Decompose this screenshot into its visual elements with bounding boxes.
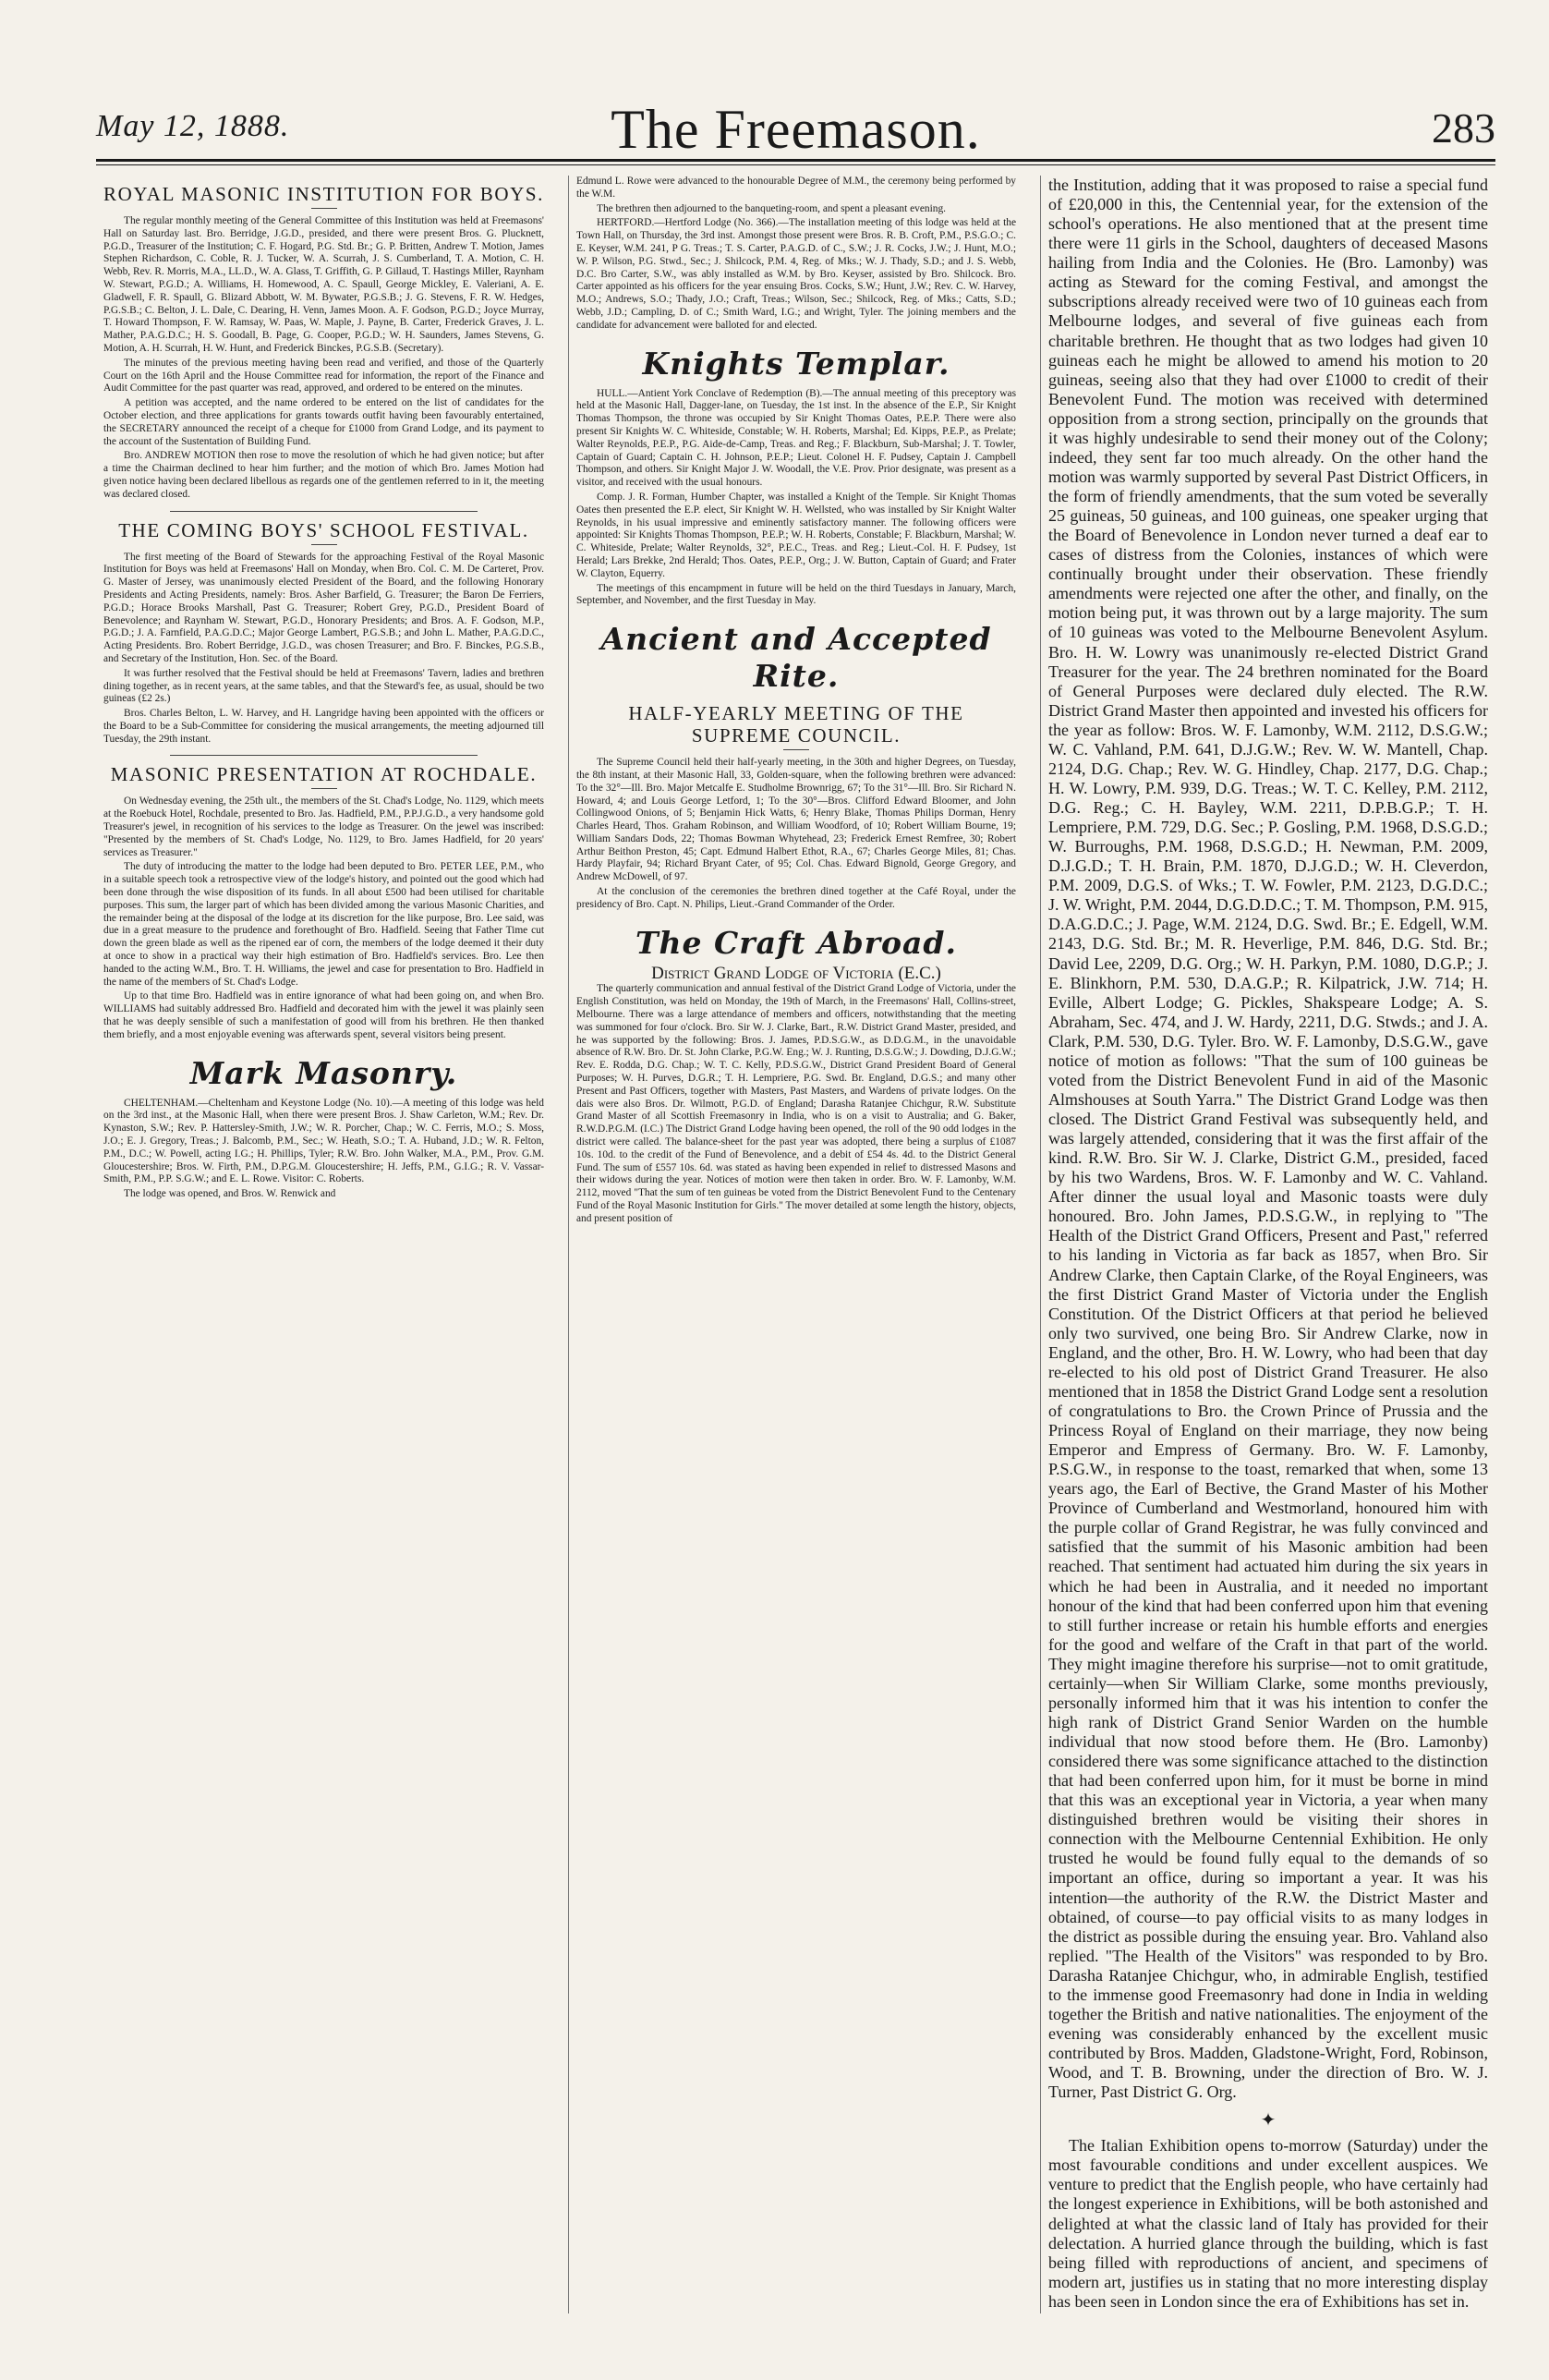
heading-royal-masonic-institution: ROYAL MASONIC INSTITUTION FOR BOYS. bbox=[103, 183, 544, 205]
paragraph: Bro. ANDREW MOTION then rose to move the resolution of which he had given notice; but after a time the Chairman declined to hear him further; and the motion of which Bro. James Motion had given notice having been declared libellous as regards one of the gentlemen referred to in it, the meeting was declared closed. bbox=[103, 450, 544, 500]
paragraph: The brethren then adjourned to the banqueting-room, and spent a pleasant evening. bbox=[597, 202, 946, 214]
paragraph: CHELTENHAM.—Cheltenham and Keystone Lodge (No. 10).—A meeting of this lodge was held on the 3rd inst., at the Masonic Hall, when there were present Bros. J. Shaw Carleton, W.M.; Rev. Dr. Kynaston, S.W.; Rev. P. Hattersley-Smith, J.W.; W. R. Porcher, Chap.; W. C. Ferris, M.O.; S. Moss, J.O.; E. J. Gregory, Treas.; J. Balcomb, P.M., Sec.; W. Heath, S.O.; T. A. Huband, J.D.; W. R. Felton, P.M., D.C.; W. Powell, acting I.G.; H. Phillips, Tyler; R.W. Bro. John Walker, M.A., P.M., Prov. G.M. Gloucestershire; Bros. W. Firth, P.M., D.P.G.M. Gloucestershire; H. Jeffs, P.M., G.I.G.; R. V. Vassar-Smith, P.M., P.P. S.G.W.; and E. L. Rowe. Visitor: C. Roberts. bbox=[103, 1097, 544, 1185]
divider bbox=[311, 208, 337, 209]
heading-presentation-rochdale: MASONIC PRESENTATION AT ROCHDALE. bbox=[110, 763, 538, 786]
paragraph: The quarterly communication and annual festival of the District Grand Lodge of Victoria, under the English Constitution, was held on Monday, the 19th of March, in the Freemasons' Hall, Collins-street, Melbourne. There was a large attendance of members and officers, notwithstanding that the meeting was summoned for four o'clock. Bro. Sir W. J. Clarke, Bart., R.W. District Grand Master, presided, and he was supported by the following: Bros. J. James, P.D.S.G.W., as D.D.G.M., in the unavoidable absence of R.W. Bro. Dr. St. John Clarke, P.G.W. Eng.; W. J. Runting, D.S.G.W.; J. Dowding, D.J.G.W.; Rev. E. Rodda, D.G. Chap.; W. T. C. Kelly, P.D.S.G.W., District Grand President Board of General Purposes; W. H. Purves, D.G.R.; T. H. Lempriere, P.G. Swd. Br. England, D.G.S.; and many other Present and Past Officers, together with Masters, Past Masters, and Wardens of private lodges. On the dais were also Bros. Dr. Wilmott, P.G.D. of England; Darasha Ratanjee Chichgur, R.W. Substitute Grand Master of all Scottish Freemasonry in India, who is on a visit to Australia; and G. Baker, R.W.D.P.G.M. (I.C.) The District Grand Lodge having been opened, the roll of the 90 odd lodges in the district were called. The balance-sheet for the past year was adopted, there being a surplus of £1087 10s. 10d. to the credit of the Fund of Benevolence, and a debit of £54 4s. 4d. to the District General Fund. The sum of £557 10s. 6d. was stated as having been expended in relief to distressed Masons and their widows during the year. Notices of motion were then taken in order. Bro. W. F. Lamonby, W.M. 2112, moved "That the sum of ten guineas be voted from the District Benevolent Fund to the Centenary Fund of the Royal Masonic Institution for Girls." The mover detailed at some length the history, objects, and present position of bbox=[576, 983, 1016, 1224]
paragraph: The Italian Exhibition opens to-morrow (Saturday) under the most favourable conditions and under excellent auspices. We venture to predict that the English people, who have certainly had the longest experience in Exhibitions, will be both astonished and delighted at what the classic land of Italy has provided for their delectation. A hurried glance through the building, which is fast being filled with reproductions of ancient, and specimens of modern art, justifies us in stating that no more interesting display has been seen in London since the era of Exhibitions has set in. bbox=[1048, 2136, 1488, 2311]
subheading-victoria: District Grand Lodge of Victoria (E.C.) bbox=[651, 963, 941, 983]
issue-date: May 12, 1888. bbox=[96, 109, 290, 143]
paragraph: The regular monthly meeting of the General Committee of this Institution was held at Freemasons' Hall on Saturday last. Bro. Berridge, J.G.D., presided, and there were present Bros. G. Plucknett, P.G.D., Treasurer of the Institution; C. F. Hogard, P.G. Std. Br.; G. P. Britten, Andrew T. Motion, James Stephen Richardson, C. Coble, R. J. Tucker, W. A. Scurrah, J. S. Cumberland, T. A. Motion, C. H. Webb, Rev. R. Morris, M.A., LL.D., W. A. Glass, T. Griffith, G. P. Gillaud, T. Hastings Miller, Raynham W. Stewart, P.G.D.; A. Williams, H. Homewood, A. C. Spaull, George Mickley, E. Valeriani, A. E. Gladwell, F. R. Spaull, G. Blizard Abbott, W. M. Bywater, P.G.S.B.; J. G. Stevens, F. R. W. Hedges, P.G.S.B.; C. Belton, J. L. Dale, C. Dearing, H. Venn, James Moon. A. F. Godson, P.G.D.; Joyce Murray, T. Howard Thompson, F. W. Ramsay, W. Paas, W. Maple, J. Payne, B. Carter, Frederick Graves, J. L. Mather, P.A.G.D.C.; H. S. Goodall, B. Page, G. Cooper, P.G.D.; W. H. Saunders, James Stevens, G. Motion, A. H. Scurrah, H. W. Hunt, and Frederick Binckes, P.G.S.B. (Secretary). bbox=[103, 215, 544, 354]
section-title-craft-abroad: The Craft Abroad. bbox=[635, 924, 957, 961]
divider bbox=[783, 749, 809, 750]
paragraph: Up to that time Bro. Hadfield was in entire ignorance of what had been going on, and when Bro. WILLIAMS had suitably addressed Bro. Hadfield and decorated him with the jewel it was plainly seen that he was deeply sensible of such a manifestation of good will from his brethren. He then thanked them briefly, and a most enjoyable evening was afterwards spent, several visitors being present. bbox=[103, 990, 544, 1040]
section-title-ancient-accepted-rite: Ancient and Accepted Rite. bbox=[600, 621, 992, 695]
paragraph: At the conclusion of the ceremonies the brethren dined together at the Café Royal, under the presidency of Bro. Capt. N. Philips, Lieut.-Grand Commander of the Order. bbox=[576, 886, 1016, 910]
column-3 bbox=[1040, 176, 1495, 2313]
article-columns bbox=[96, 176, 1495, 2313]
section-title-mark-masonry: Mark Masonry. bbox=[189, 1054, 458, 1091]
paragraph: A petition was accepted, and the name ordered to be entered on the list of candidates for the October election, and three applications for grants towards outfit having been favourably entertained, the SECRETARY announced the receipt of a cheque for £1000 from Grand Lodge, and its payment to the account of the Sustentation of Building Fund. bbox=[103, 397, 544, 447]
masthead bbox=[96, 0, 1495, 160]
divider bbox=[311, 544, 337, 545]
section-title-knights-templar: Knights Templar. bbox=[642, 345, 950, 382]
paragraph: The duty of introducing the matter to the lodge had been deputed to Bro. PETER LEE, P.M., who in a suitable speech took a retrospective view of the lodge's history, and pointed out the good which had been done through the wise disposition of its funds. In all about £500 had been utilised for charitable purposes. This sum, the larger part of which has been divided among the various Masonic Charities, and the remainder being at the disposal of the lodge at its discretion for the like purpose, Bro. Lee said, was due in a great measure to the prudence and forethought of Bro. Hadfield. Seeing that Father Time cut down the green blade as well as the ripened ear of corn, the members of the lodge deemed it their duty at once to show in a practical way their high estimation of Bro. Hadfield's services. Bro. Lee then handed to the acting W.M., Bro. T. H. Williams, the jewel and case for presentation to Bro. Hadfield in the name of the members of St. Chad's Lodge. bbox=[103, 861, 544, 988]
paragraph: The first meeting of the Board of Stewards for the approaching Festival of the Royal Masonic Institution for Boys was held at Freemasons' Hall on Monday, when Bro. Col. C. M. De Carteret, Prov. G. Master of Jersey, was unanimously elected President of the Board, and the following Honorary Presidents and Acting Presidents, namely: Bros. Asher Barfield, G. Treasurer; the Baron De Ferriers, P.G.D.; Horace Brooks Marshall, Past G. Treasurer; Robert Grey, P.G.D., President Board of Benevolence; and Raynham W. Stewart, P.G.D., Honorary Presidents; and Bros. A. F. Godson, M.P., P.G.D.; J. A. Farnfield, P.A.G.D.C.; Major George Lambert, P.G.S.B.; and John L. Mather, P.A.G.D.C., Acting Presidents. Bro. Robert Berridge, J.G.D., was chosen Treasurer; and Bro. F. Binckes, P.G.S.B., and Secretary of the Institution, Hon. Sec. of the Board. bbox=[103, 551, 544, 664]
heading-boys-school-festival: THE COMING BOYS' SCHOOL FESTIVAL. bbox=[118, 518, 529, 541]
column-1 bbox=[96, 176, 551, 2313]
masthead-rule-thin bbox=[96, 164, 1495, 165]
masthead-rule-thick bbox=[96, 159, 1495, 162]
paragraph: It was further resolved that the Festival should be held at Freemasons' Tavern, ladies and brethren dining together, as in recent years, at the same tables, and that the Steward's fee, as usual, should be two guineas (£2 2s.) bbox=[103, 667, 544, 705]
paragraph: the Institution, adding that it was proposed to raise a special fund of £20,000 in this, the Centennial year, for the extension of the school's operations. He also mentioned that at the present time there were 11 girls in the School, daughters of deceased Masons hailing from India and the Colonies. He (Bro. Lamonby) was acting as Steward for the coming Festival, and amongst the subscriptions already received were two of 10 guineas each from Melbourne lodges, and several of five guineas each from charitable brethren. He thought that as two lodges had given 10 guineas each he might be allowed to amend his motion to 20 guineas, seeing also that they had over £1000 to credit of their Benevolent Fund. The motion was received with determined opposition from a strong section, principally on the grounds that it was highly undesirable to send their money out of the Colony; indeed, they sent far too much already. On the other hand the motion was warmly supported by several Past District Officers, in the form of friendly amendments, that the sum voted be severally 25 guineas, 50 guineas, and 100 guineas, one speaker urging that the Board of Benevolence in London never turned a deaf ear to cases of distress from the Colonies, instances of which were continually brought under their observation. These friendly amendments were rejected one after the other, and finally, on the motion being put, it was thrown out by a large majority. The sum of 10 guineas was voted to the Melbourne Benevolent Asylum. Bro. H. W. Lowry was unanimously re-elected District Grand Treasurer for the year. The 24 brethren nominated for the Board of General Purposes were declared duly elected. The R.W. District Grand Master then appointed and invested his officers for the year as follow: Bros. W. F. Lamonby, W.M. 2112, D.S.G.W.; W. C. Vahland, P.M. 641, D.J.G.W.; Rev. W. W. Mantell, Chap. 2124, D.G. Chap.; Rev. W. G. Hindley, Chap. 2177, D.G. Chap.; H. W. Lowry, P.M. 939, D.G. Treas.; W. T. C. Kelley, P.M. 2112, D.G. Reg.; C. H. Bayley, W.M. 2211, D.P.B.G.P.; T. H. Lempriere, P.M. 729, D.G. Sec.; P. Gosling, P.M. 1968, D.S.G.D.; W. Burroughs, P.M. 1968, D.S.G.D.; H. Newman, P.M. 2009, D.J.G.D.; T. H. Brain, P.M. 1870, D.J.G.D.; W. H. Cleverdon, P.M. 2009, D.G.S. of Wks.; T. W. Fowler, P.M. 2123, D.G.D.C.; J. W. Wright, P.M. 2044, D.G.D.D.C.; T. M. Thompson, P.M. 915, D.A.G.D.C.; J. Page, W.M. 2124, D.G. Swd. Br.; E. Edgell, W.M. 2143, D.G. Std. Br.; M. R. Heverlige, P.M. 846, D.G. Std. Br.; David Lee, 2209, D.G. Org.; W. H. Parkyn, P.M. 1080, D.G.P.; J. E. Blinkhorn, P.M. 530, D.A.G.P.; R. Kilpatrick, J.W. 714; H. Eville, Albert Lodge; G. Pickles, Shakspeare Lodge; A. S. Abraham, Sec. 474, and J. W. Hardy, 2211, D.G. Stwds.; and J. A. Clark, P.M. 530, D.G. Tyler. Bro. W. F. Lamonby, D.S.G.W., gave notice of motion as follows: "That the sum of 100 guineas be voted from the District Benevolent Fund in aid of the Masonic Almshouses at South Yarra." The District Grand Lodge was then closed. The District Grand Festival was subsequently held, and was largely attended, considering that it was the first affair of the kind. R.W. Bro. Sir W. J. Clarke, District G.M., presided, faced by his two Wardens, Bros. W. F. Lamonby and W. C. Vahland. After dinner the usual loyal and Masonic toasts were duly honoured. Bro. John James, P.D.S.G.W., in replying to "The Health of the District Grand Officers, Present and Past," referred to his landing in Victoria as far back as 1857, when Bro. Sir Andrew Clarke, then Captain Clarke, of the Royal Engineers, was the first District Grand Master of Victoria under the English Constitution. Of the District Officers at that period he believed only two survived, one being Bro. Sir Andrew Clarke, now in England, and the other, Bro. H. W. Lowry, who had been that day re-elected to his old post of District Grand Treasurer. He also mentioned that in 1858 the District Grand Lodge sent a resolution of congratulations to Bro. the Crown Prince of Prussia and the Princess Royal of England on their marriage, they now being Emperor and Empress of Germany. Bro. W. F. Lamonby, P.S.G.W., in response to the toast, remarked that when, some 13 years ago, the Earl of Bective, the Grand Master of his Mother Province of Cumberland and Westmorland, honoured him with the purple collar of Grand Registrar, he was fully convinced and satisfied that the summit of his Masonic ambition had been reached. That sentiment had actuated him during the six years in which he had been in Australia, and it needed no important honour of the kind that had been conferred upon him that evening to still further increase or retain his humble efforts and energies for the good and welfare of the Craft in that part of the world. They might imagine therefore his surprise—not to omit gratitude, certainly—when Sir William Clarke, some months previously, personally informed him that it was his intention to confer the high rank of District Grand Senior Warden on the humble individual that now stood before them. He (Bro. Lamonby) considered there was some significance attached to the distinction that had been conferred upon him, for it must be borne in mind that this was an exceptional year in Victoria, a year when many distinguished brethren would be visiting their shores in connection with the Melbourne Centennial Exhibition. He only trusted he would be found fully equal to the demands of so important an office, during so important a year. It was his intention—the authority of the R.W. the District Master and obtained, of course—to pay official visits to as many lodges in the district as possible during the ensuing year. Bro. Vahland also replied. "The Health of the Visitors" was responded to by Bro. Darasha Ratanjee Chichgur, who, in admirable English, testified to the immense good Freemasonry had done in India in welding together the British and native nationalities. The enjoyment of the evening was considerably enhanced by the excellent music contributed by Bros. Madden, Gladstone-Wright, Ford, Robinson, Wood, and T. B. Browning, under the direction of Bro. W. J. Turner, Past District G. Org. bbox=[1048, 176, 1488, 2102]
page-number: 283 bbox=[1432, 104, 1495, 152]
section-divider bbox=[170, 755, 478, 756]
paragraph: HERTFORD.—Hertford Lodge (No. 366).—The installation meeting of this lodge was held at the Town Hall, on Thursday, the 3rd inst. Amongst those present were Bros. R. B. Croft, P.M., P.S.G.O.; C. E. Keyser, W.M. 241, P G. Treas.; T. S. Carter, P.A.G.D. of C., S.W.; J. R. Cocks, J.W.; J. Hunt, M.O.; W. P. Wilson, P.G. Stwd., Sec.; J. Shilcock, P.M. 4, Reg. of Mks.; W. J. Thady, S.D.; and J. S. Webb, D.C. Bro Carter, S.W., was ably installed as W.M. by Bro. Keyser, assisted by Bro. Shilcock. Bro. Carter appointed as his officers for the year ensuing Bros. Cocks, S.W.; Hunt, J.W.; Rev. C. W. Harvey, M.O.; Andrews, S.O.; Thady, J.O.; Craft, Treas.; Wilson, Sec.; Shilcock, Reg. of Mks.; Catts, S.D.; Webb, J.D.; Campling, D. of C.; Smith Ward, I.G.; and Wright, Tyler. The joining members and the candidate for advancement were balloted for and elected. bbox=[576, 217, 1016, 331]
paragraph: The Supreme Council held their half-yearly meeting, in the 30th and higher Degrees, on Tuesday, the 8th instant, at their Masonic Hall, 33, Golden-square, when the following brethren were advanced: To the 32°—Ill. Bro. Major Metcalfe E. Studholme Brownrigg, 67; To the 31°—Ill. Bro. Sir Richard N. Howard, 4; and Louis George Letford, 1; To the 30°—Bros. Clifford Edward Bloomer, and John Collingwood Onions, of 5; Benjamin Hick Watts, 6; Henry Blake, Thomas Philips Dorman, Henry Charles Heard, Thos. Graham Robinson, and William Woodford, of 10; Robert William Bourne, 19; William Sandars Dods, 22; Thomas Bowman Whytehead, 23; Frederick Ernest Remfree, 30; Robert Arthur Beithon Preston, 45; Capt. Edmund Halbert Ethot, R.A., 67; Charles George Miles, 81; Chas. Hardy Playfair, 94; Richard Bryant Cater, of 95; Col. Chas. Edward Bignold, George Gregory, and Andrew McDowell, of 97. bbox=[576, 757, 1016, 883]
heading-supreme-council: HALF-YEARLY MEETING OF THE SUPREME COUNCIL. bbox=[628, 702, 964, 747]
paragraph: HULL.—Antient York Conclave of Redemption (B).—The annual meeting of this preceptory was held at the Masonic Hall, Dagger-lane, on Tuesday, the 1st inst. In the absence of the E.P., Sir Knight Thomas Thompson, the throne was occupied by Sir Knight Thomas Oates, P.E.P. There were also present Sir Knights W. C. Whiteside, Constable; W. H. Roberts, Marshal; Ed. Kipps, P.E.P., as Prelate; Walter Reynolds, P.E.P., P.G. Aide-de-Camp, Treas. and Reg.; F. Blackburn, Sub-Marshal; J. T. Towler, Captain of Guard; Captain C. H. Johnson, P.E.P.; Lieut. Colonel H. F. Pudsey, Captain J. Campbell Thompson, and others. Sir Knight Major J. W. Woodall, the V.E. Prov. Prior designate, was present as a visitor, and received with the usual honours. bbox=[576, 387, 1016, 489]
divider bbox=[311, 788, 337, 789]
paragraph: On Wednesday evening, the 25th ult., the members of the St. Chad's Lodge, No. 1129, which meets at the Roebuck Hotel, Rochdale, presented to Bro. Jas. Hadfield, P.M., P.P.J.G.D., a very handsome gold Treasurer's jewel, in recognition of his services to the lodge as Treasurer. On the jewel was inscribed: "Presented by the members of St. Chad's Lodge, No. 1129, to Bro. James Hadfield, for 20 years' services as Treasurer." bbox=[103, 795, 544, 858]
paragraph: Comp. J. R. Forman, Humber Chapter, was installed a Knight of the Temple. Sir Knight Thomas Oates then presented the E.P. elect, Sir Knight W. H. Wellsted, who was installed by Sir Knight Walter Reynolds, in his usual impressive and eminently satisfactory manner. The following officers were appointed: Sir Knights Thomas Thompson, P.E.P.; W. H. Roberts, Constable; F. Blackburn, Marshal; W. C. Whiteside, Prelate; Walter Reynolds, 32°, P.E.C., Treas. and Reg.; Lieut.-Col. H. F. Pudsey, 1st Herald; Lars Brekke, 2nd Herald; Thos. Oates, P.E.P., Org.; J. W. Button, Captain of Guard; and Frater W. Clayton, Equerry. bbox=[576, 491, 1016, 579]
paragraph: Bros. Charles Belton, L. W. Harvey, and H. Langridge having been appointed with the officers or the Board to be a Sub-Committee for considering the musical arrangements, the meeting adjourned till Tuesday, the 29th instant. bbox=[103, 708, 544, 745]
newspaper-title: The Freemason. bbox=[611, 99, 981, 160]
paragraph: The minutes of the previous meeting having been read and verified, and those of the Quarterly Court on the 16th April and the House Committee read for information, the report of the Finance and Audit Committee for the past quarter was read, approved, and ordered to be entered on the minutes. bbox=[103, 357, 544, 395]
paragraph: The meetings of this encampment in future will be held on the third Tuesdays in January, March, September, and November, and the first Tuesday in May. bbox=[576, 582, 1016, 607]
paragraph: The lodge was opened, and Bros. W. Renwick and bbox=[124, 1188, 336, 1200]
ornament-star-icon: ✦ bbox=[1260, 2110, 1277, 2131]
section-divider bbox=[170, 511, 478, 512]
paragraph: Edmund L. Rowe were advanced to the honourable Degree of M.M., the ceremony being performed by the W.M. bbox=[576, 176, 1016, 200]
column-2 bbox=[568, 176, 1023, 2313]
